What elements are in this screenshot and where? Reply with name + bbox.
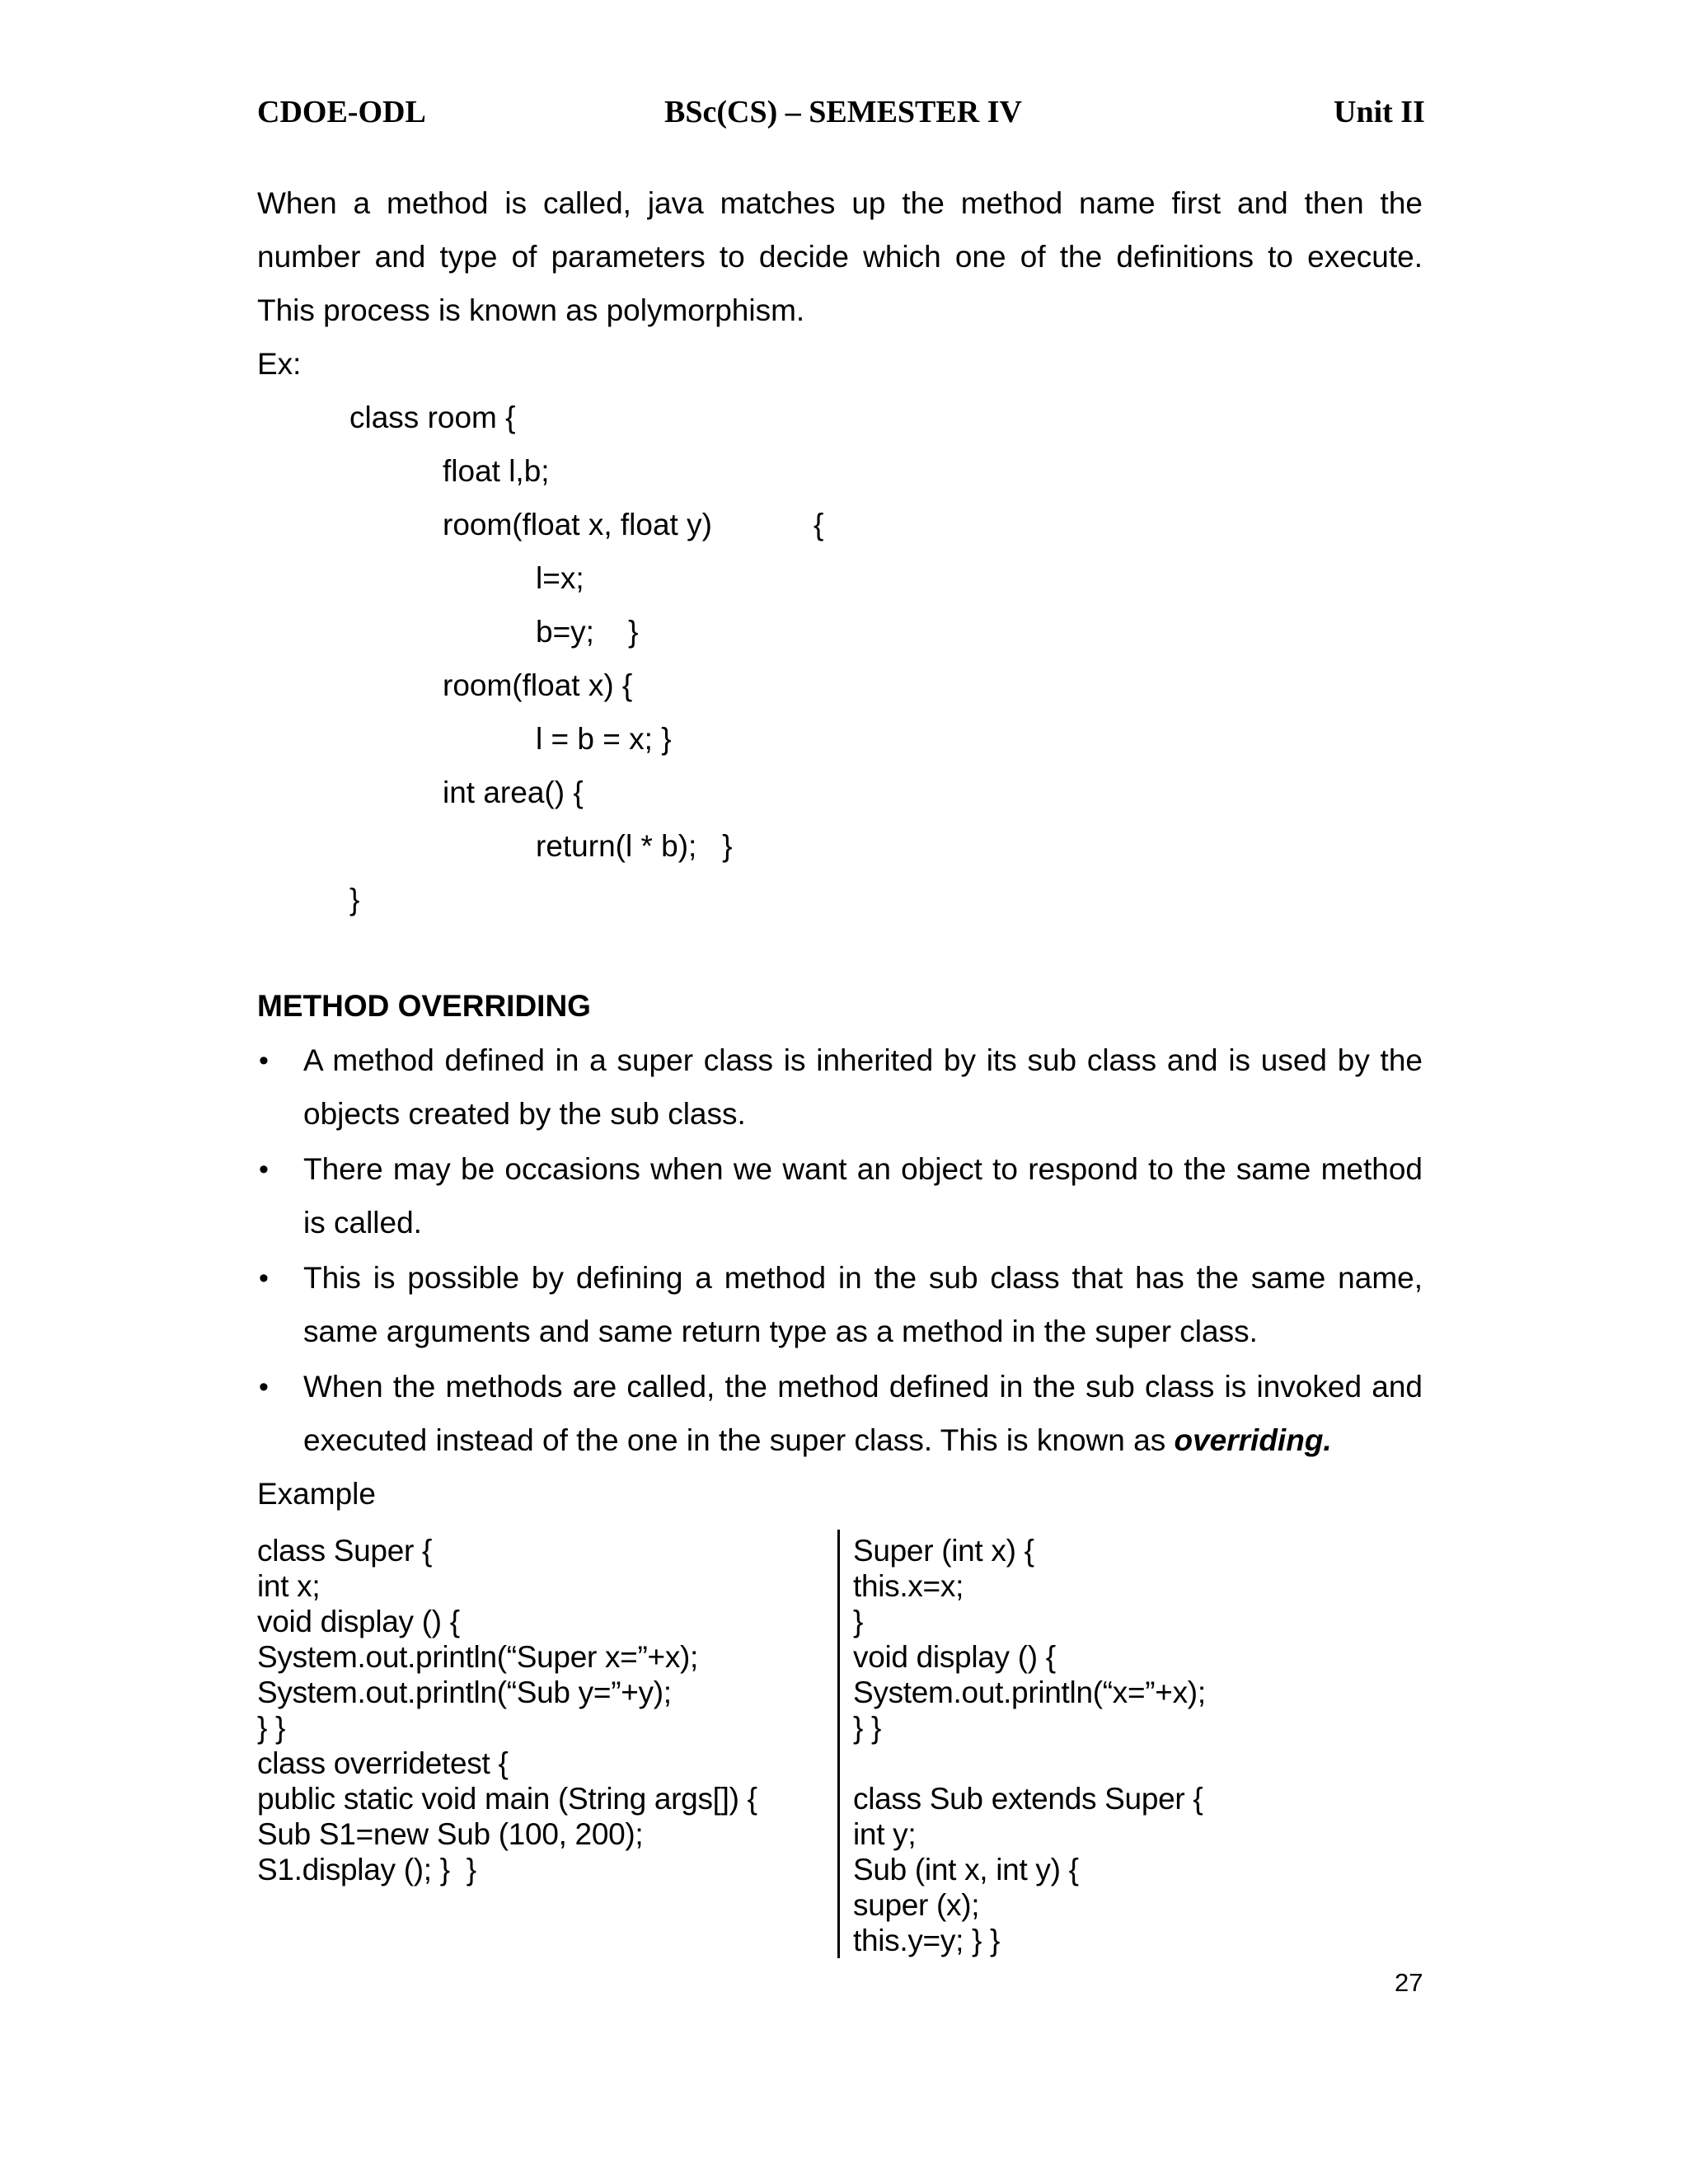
code-room-line: { <box>814 508 824 541</box>
code-room-line: room(float x, float y) <box>443 508 712 541</box>
bullet-3-line-1: This is possible by defining a method in the sub class that has the same name, <box>303 1261 1423 1295</box>
intro-line-2: number and type of parameters to decide which one of the definitions to execute. <box>257 240 1423 274</box>
code-room-line: l = b = x; } <box>536 722 672 756</box>
example-left-line: System.out.println(“Sub y=”+y); <box>257 1675 672 1709</box>
example-left-line: S1.display (); } } <box>257 1853 476 1886</box>
example-left-line: public static void main (String args[]) { <box>257 1782 757 1816</box>
code-room-line: l=x; <box>536 561 584 595</box>
example-right-line: this.x=x; <box>853 1569 964 1603</box>
overriding-emphasis: overriding. <box>1174 1423 1332 1457</box>
code-room-line: class room { <box>349 401 516 434</box>
bullet-marker: • <box>259 1045 269 1076</box>
example-left-line: } } <box>257 1711 286 1745</box>
intro-line-3: This process is known as polymorphism. <box>257 293 805 327</box>
example-left-line: class Super { <box>257 1534 433 1568</box>
code-room-line: room(float x) { <box>443 668 633 702</box>
example-right-line: } <box>853 1605 864 1638</box>
example-left-line: System.out.println(“Super x=”+x); <box>257 1640 699 1674</box>
bullet-4-text: executed instead of the one in the super class. This is known as <box>303 1423 1175 1457</box>
bullet-3-line-2: same arguments and same return type as a method in the super class. <box>303 1315 1258 1348</box>
example-right-line: this.y=y; } } <box>853 1924 1001 1957</box>
example-right-line: super (x); <box>853 1888 980 1922</box>
page-number: 27 <box>1395 1968 1423 1997</box>
example-right-line: } } <box>853 1711 882 1745</box>
bullet-2-line-2: is called. <box>303 1206 422 1240</box>
intro-line-1: When a method is called, java matches up the method name first and then the <box>257 186 1423 220</box>
example-right-line: System.out.println(“x=”+x); <box>853 1675 1206 1709</box>
example-right-line: void display () { <box>853 1640 1056 1674</box>
example-label: Example <box>257 1477 376 1511</box>
example-left-line: class overridetest { <box>257 1746 509 1780</box>
code-room-line: return(l * b); } <box>536 829 733 863</box>
code-room-line: float l,b; <box>443 454 550 488</box>
bullet-1-line-2: objects created by the sub class. <box>303 1097 746 1131</box>
bullet-marker: • <box>259 1154 269 1185</box>
header-unit: Unit II <box>1334 95 1425 129</box>
code-room-line: } <box>349 883 360 916</box>
bullet-2-line-1: There may be occasions when we want an object to respond to the same method <box>303 1152 1423 1186</box>
example-right-line: int y; <box>853 1817 917 1851</box>
example-right-line: Sub (int x, int y) { <box>853 1853 1079 1886</box>
code-room-line: b=y; } <box>536 615 639 649</box>
header-course: BSc(CS) – SEMESTER IV <box>664 95 1022 129</box>
bullet-marker: • <box>259 1371 269 1403</box>
header-institution: CDOE-ODL <box>257 95 426 129</box>
example-left-line: int x; <box>257 1569 321 1603</box>
example-right-line: Super (int x) { <box>853 1534 1034 1568</box>
bullet-1-line-1: A method defined in a super class is inherited by its sub class and is used by the <box>303 1043 1423 1077</box>
example-left-line: void display () { <box>257 1605 460 1638</box>
bullet-marker: • <box>259 1263 269 1294</box>
bullet-4-line-1: When the methods are called, the method defined in the sub class is invoked and <box>303 1370 1423 1404</box>
ex-label: Ex: <box>257 347 302 381</box>
bullet-4-line-2 <box>303 1420 1423 1461</box>
column-divider <box>837 1530 840 1958</box>
example-right-line: class Sub extends Super { <box>853 1782 1203 1816</box>
code-room-line: int area() { <box>443 776 584 809</box>
section-heading: METHOD OVERRIDING <box>257 989 591 1023</box>
example-left-line: Sub S1=new Sub (100, 200); <box>257 1817 644 1851</box>
